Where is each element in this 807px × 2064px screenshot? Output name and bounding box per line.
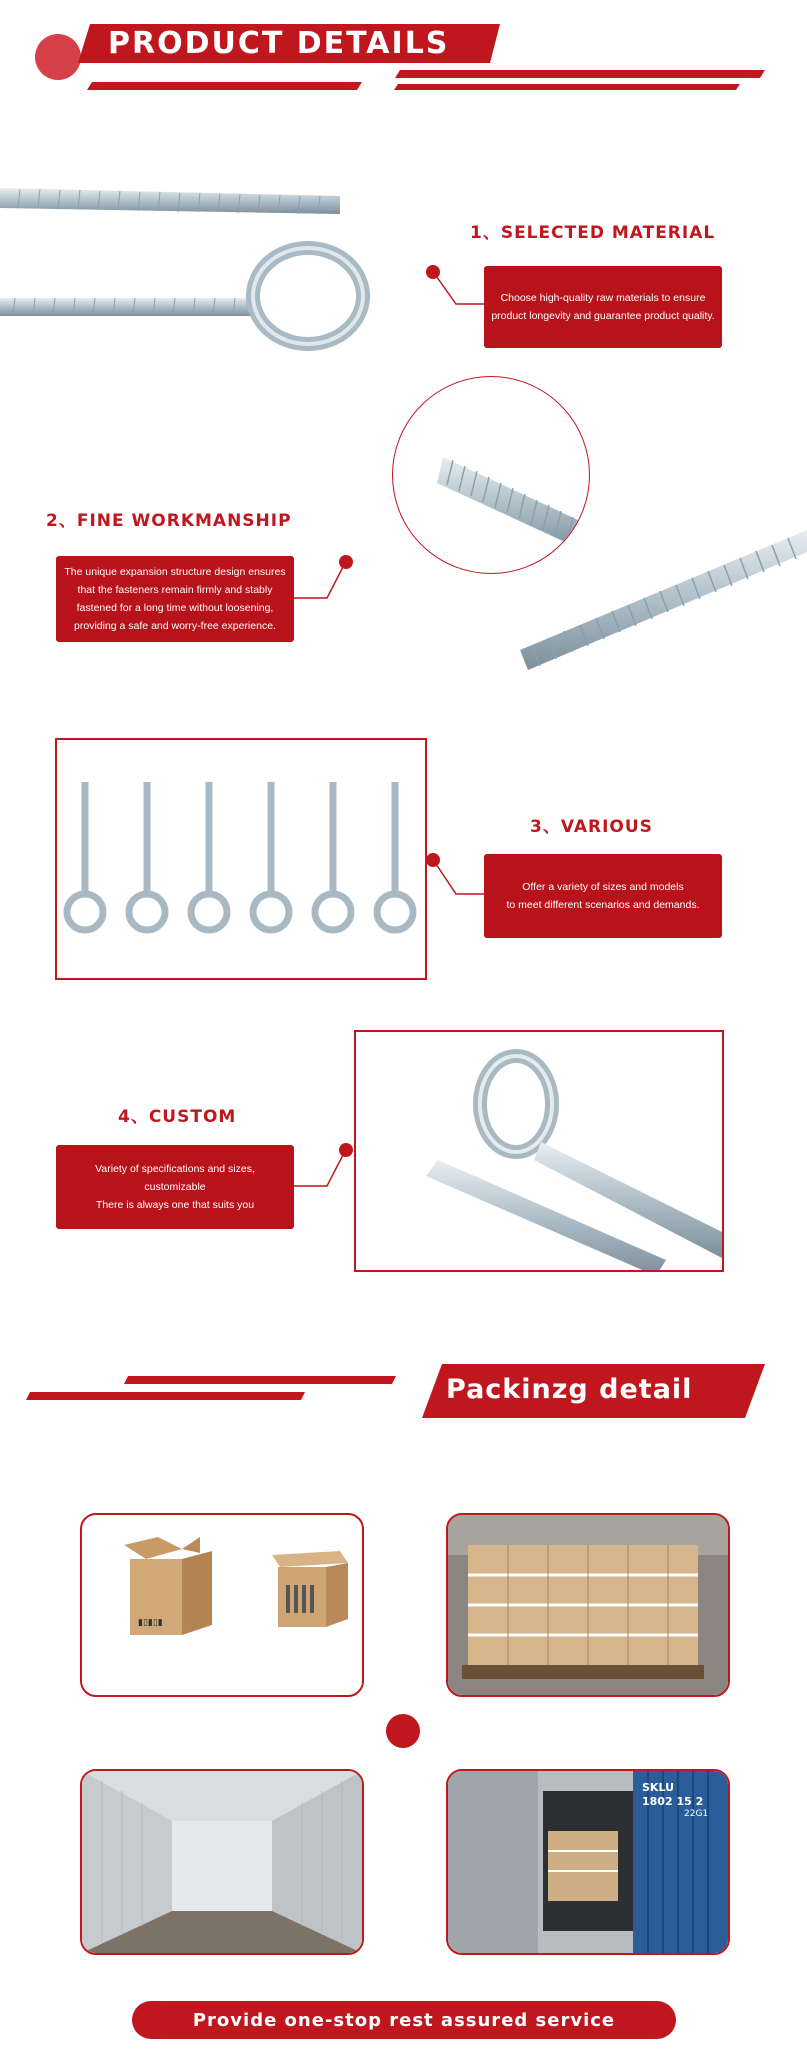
eye-bolt-5 [315,782,351,930]
packing-photo-container-empty [80,1769,364,1955]
feature-4-connector [292,1148,352,1193]
feature-2-connector [292,560,352,605]
feature-3-heading: 3、VARIOUS [530,817,653,837]
feature-4-box [56,1145,294,1229]
feature-3-image-frame [55,738,427,980]
svg-text:▮▯▮▯▮: ▮▯▮▯▮ [138,1618,163,1628]
feature-3-line-2: to meet different scenarios and demands. [506,899,700,911]
feature-1-connector [426,270,486,310]
eye-bolts-row-image [57,740,425,978]
eye-bolt-2 [129,782,165,930]
eye-bolt-1 [67,782,103,930]
packing-title: Packinzg detail [446,1374,693,1405]
feature-3-box [484,854,722,938]
container-label-2: 1802 15 2 [642,1795,704,1808]
feature-4-line-1: Variety of specifications and sizes, [95,1163,255,1175]
eye-bolt-6 [377,782,413,930]
feature-1-line-2: product longevity and guarantee product quality. [491,310,715,322]
packing-photo-pallet [446,1513,730,1697]
packing-center-badge [386,1714,420,1748]
header-circle [35,34,81,80]
feature-3-connector [426,858,486,900]
bolt-image-1 [0,150,400,410]
feature-1-heading: 1、SELECTED MATERIAL [470,223,716,243]
eye-bolt-3 [191,782,227,930]
page-title: PRODUCT DETAILS [108,26,450,61]
feature-2-line-1: The unique expansion structure design ensures [64,566,286,578]
service-button-label: Provide one-stop rest assured service [192,2009,616,2031]
header-stripe-left [87,82,362,90]
feature-4-heading: 4、CUSTOM [118,1107,237,1127]
feature-4-line-2: customizable [144,1181,206,1193]
service-button[interactable] [132,2001,676,2039]
container-label-1: SKLU [642,1781,674,1794]
header-stripe-right-top [395,70,765,78]
bolt-image-2 [520,490,807,690]
packing-photo-container-loaded [446,1769,730,1955]
packing-photo-boxes [80,1513,364,1697]
feature-2-line-2: that the fasteners remain firmly and stably [77,584,273,596]
feature-2-heading: 2、FINE WORKMANSHIP [46,511,292,531]
feature-2-line-3: fastened for a long time without loosening, [76,602,274,614]
container-label-3: 22G1 [684,1809,709,1819]
feature-1-line-1: Choose high-quality raw materials to ensure [500,292,706,304]
feature-1-box [484,266,722,348]
feature-4-line-3: There is always one that suits you [95,1199,255,1211]
header-stripe-right-bottom [394,84,740,90]
feature-4-image-frame [354,1030,724,1272]
eye-bolt-4 [253,782,289,930]
feature-2-line-4: providing a safe and worry-free experience. [74,620,276,632]
feature-2-box [56,556,294,642]
feature-3-line-1: Offer a variety of sizes and models [522,881,684,893]
eye-bolt-closeup-image [356,1032,722,1270]
